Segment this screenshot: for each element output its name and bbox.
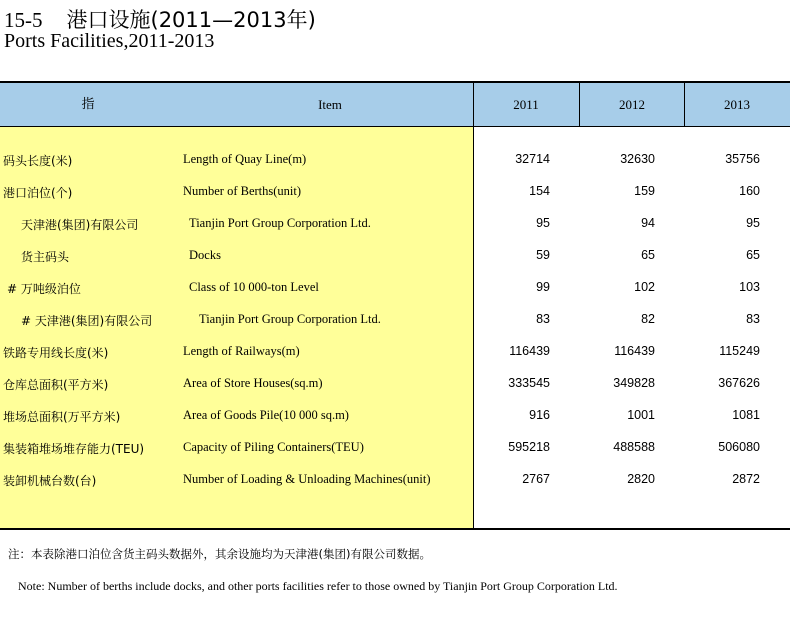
row-label-en: Length of Quay Line(m) <box>183 152 307 166</box>
cell-2012: 82 <box>641 312 655 326</box>
cell-2011: 59 <box>536 248 550 262</box>
cell-2012: 349828 <box>613 376 655 390</box>
table-row <box>0 376 790 408</box>
cell-2011: 99 <box>536 280 550 294</box>
row-label-en: Docks <box>189 248 221 262</box>
cell-2013: 103 <box>739 280 760 294</box>
cell-2011: 916 <box>529 408 550 422</box>
table-bottom-rule <box>0 528 790 530</box>
cell-2013: 95 <box>746 216 760 230</box>
row-label-en: Area of Store Houses(sq.m) <box>183 376 323 390</box>
table-row <box>0 408 790 440</box>
header-year-2012: 2012 <box>619 97 645 112</box>
header-year-2011: 2011 <box>513 97 539 112</box>
cell-2013: 160 <box>739 184 760 198</box>
table-header <box>0 83 790 127</box>
row-label-en: Number of Berths(unit) <box>183 184 302 198</box>
cell-2011: 83 <box>536 312 550 326</box>
row-label-cn: 仓库总面积(平方米) <box>3 378 109 392</box>
cell-2012: 1001 <box>627 408 655 422</box>
header-year-2013: 2013 <box>724 97 750 112</box>
table-row <box>0 312 790 344</box>
row-label-cn: 铁路专用线长度(米) <box>3 346 109 360</box>
table-row <box>0 184 790 216</box>
row-label-cn: 码头长度(米) <box>3 154 73 168</box>
row-label-cn: 装卸机械台数(台) <box>3 474 97 488</box>
table-title-en: Ports Facilities,2011-2013 <box>4 30 215 52</box>
cell-2011: 95 <box>536 216 550 230</box>
cell-2013: 65 <box>746 248 760 262</box>
table-row <box>0 440 790 472</box>
table-row <box>0 280 790 312</box>
cell-2013: 2872 <box>732 472 760 486</box>
row-label-en: Class of 10 000-ton Level <box>189 280 319 294</box>
row-label-cn: 港口泊位(个) <box>3 186 73 200</box>
cell-2011: 333545 <box>508 376 550 390</box>
cell-2012: 488588 <box>613 440 655 454</box>
note-en: Note: Number of berths include docks, and other ports facilities refer to those owned by Tianjin Port Group Corporation Ltd. <box>18 579 618 593</box>
table-title-cn-text: 港口设施(2011—2013年) <box>66 8 316 32</box>
row-label-en: Tianjin Port Group Corporation Ltd. <box>199 312 381 326</box>
cell-2012: 159 <box>634 184 655 198</box>
row-label-en: Capacity of Piling Containers(TEU) <box>183 440 364 454</box>
row-label-en: Length of Railways(m) <box>183 344 300 358</box>
row-label-cn: 天津港(集团)有限公司 <box>21 218 139 232</box>
cell-2012: 94 <box>641 216 655 230</box>
row-label-cn: # 天津港(集团)有限公司 <box>21 314 153 328</box>
cell-2013: 115249 <box>719 344 760 358</box>
row-label-en: Tianjin Port Group Corporation Ltd. <box>189 216 371 230</box>
cell-2013: 35756 <box>725 152 760 166</box>
cell-2013: 367626 <box>718 376 760 390</box>
row-label-cn: 货主码头 <box>21 250 70 264</box>
row-label-en: Area of Goods Pile(10 000 sq.m) <box>183 408 349 422</box>
cell-2011: 2767 <box>522 472 550 486</box>
table-row <box>0 344 790 376</box>
cell-2012: 2820 <box>627 472 655 486</box>
table-number: 15-5 <box>4 8 43 32</box>
header-indicator-cn: 指 <box>81 97 109 112</box>
table-row <box>0 472 790 504</box>
row-label-cn: 集装箱堆场堆存能力(TEU) <box>3 442 145 456</box>
cell-2012: 116439 <box>614 344 655 358</box>
cell-2012: 102 <box>634 280 655 294</box>
table-row <box>0 216 790 248</box>
cell-2011: 116439 <box>509 344 550 358</box>
row-label-cn: 堆场总面积(万平方米) <box>3 410 121 424</box>
table-row <box>0 248 790 280</box>
row-label-cn: # 万吨级泊位 <box>7 282 81 296</box>
cell-2011: 154 <box>529 184 550 198</box>
cell-2013: 506080 <box>718 440 760 454</box>
cell-2012: 32630 <box>620 152 655 166</box>
cell-2013: 83 <box>746 312 760 326</box>
table-row <box>0 152 790 184</box>
cell-2011: 595218 <box>508 440 550 454</box>
note-cn: 注：本表除港口泊位含货主码头数据外，其余设施均为天津港(集团)有限公司数据。 <box>8 547 431 561</box>
cell-2013: 1081 <box>732 408 760 422</box>
cell-2011: 32714 <box>515 152 550 166</box>
row-label-en: Number of Loading & Unloading Machines(unit) <box>183 472 431 486</box>
cell-2012: 65 <box>641 248 655 262</box>
header-item-en: Item <box>318 97 342 112</box>
